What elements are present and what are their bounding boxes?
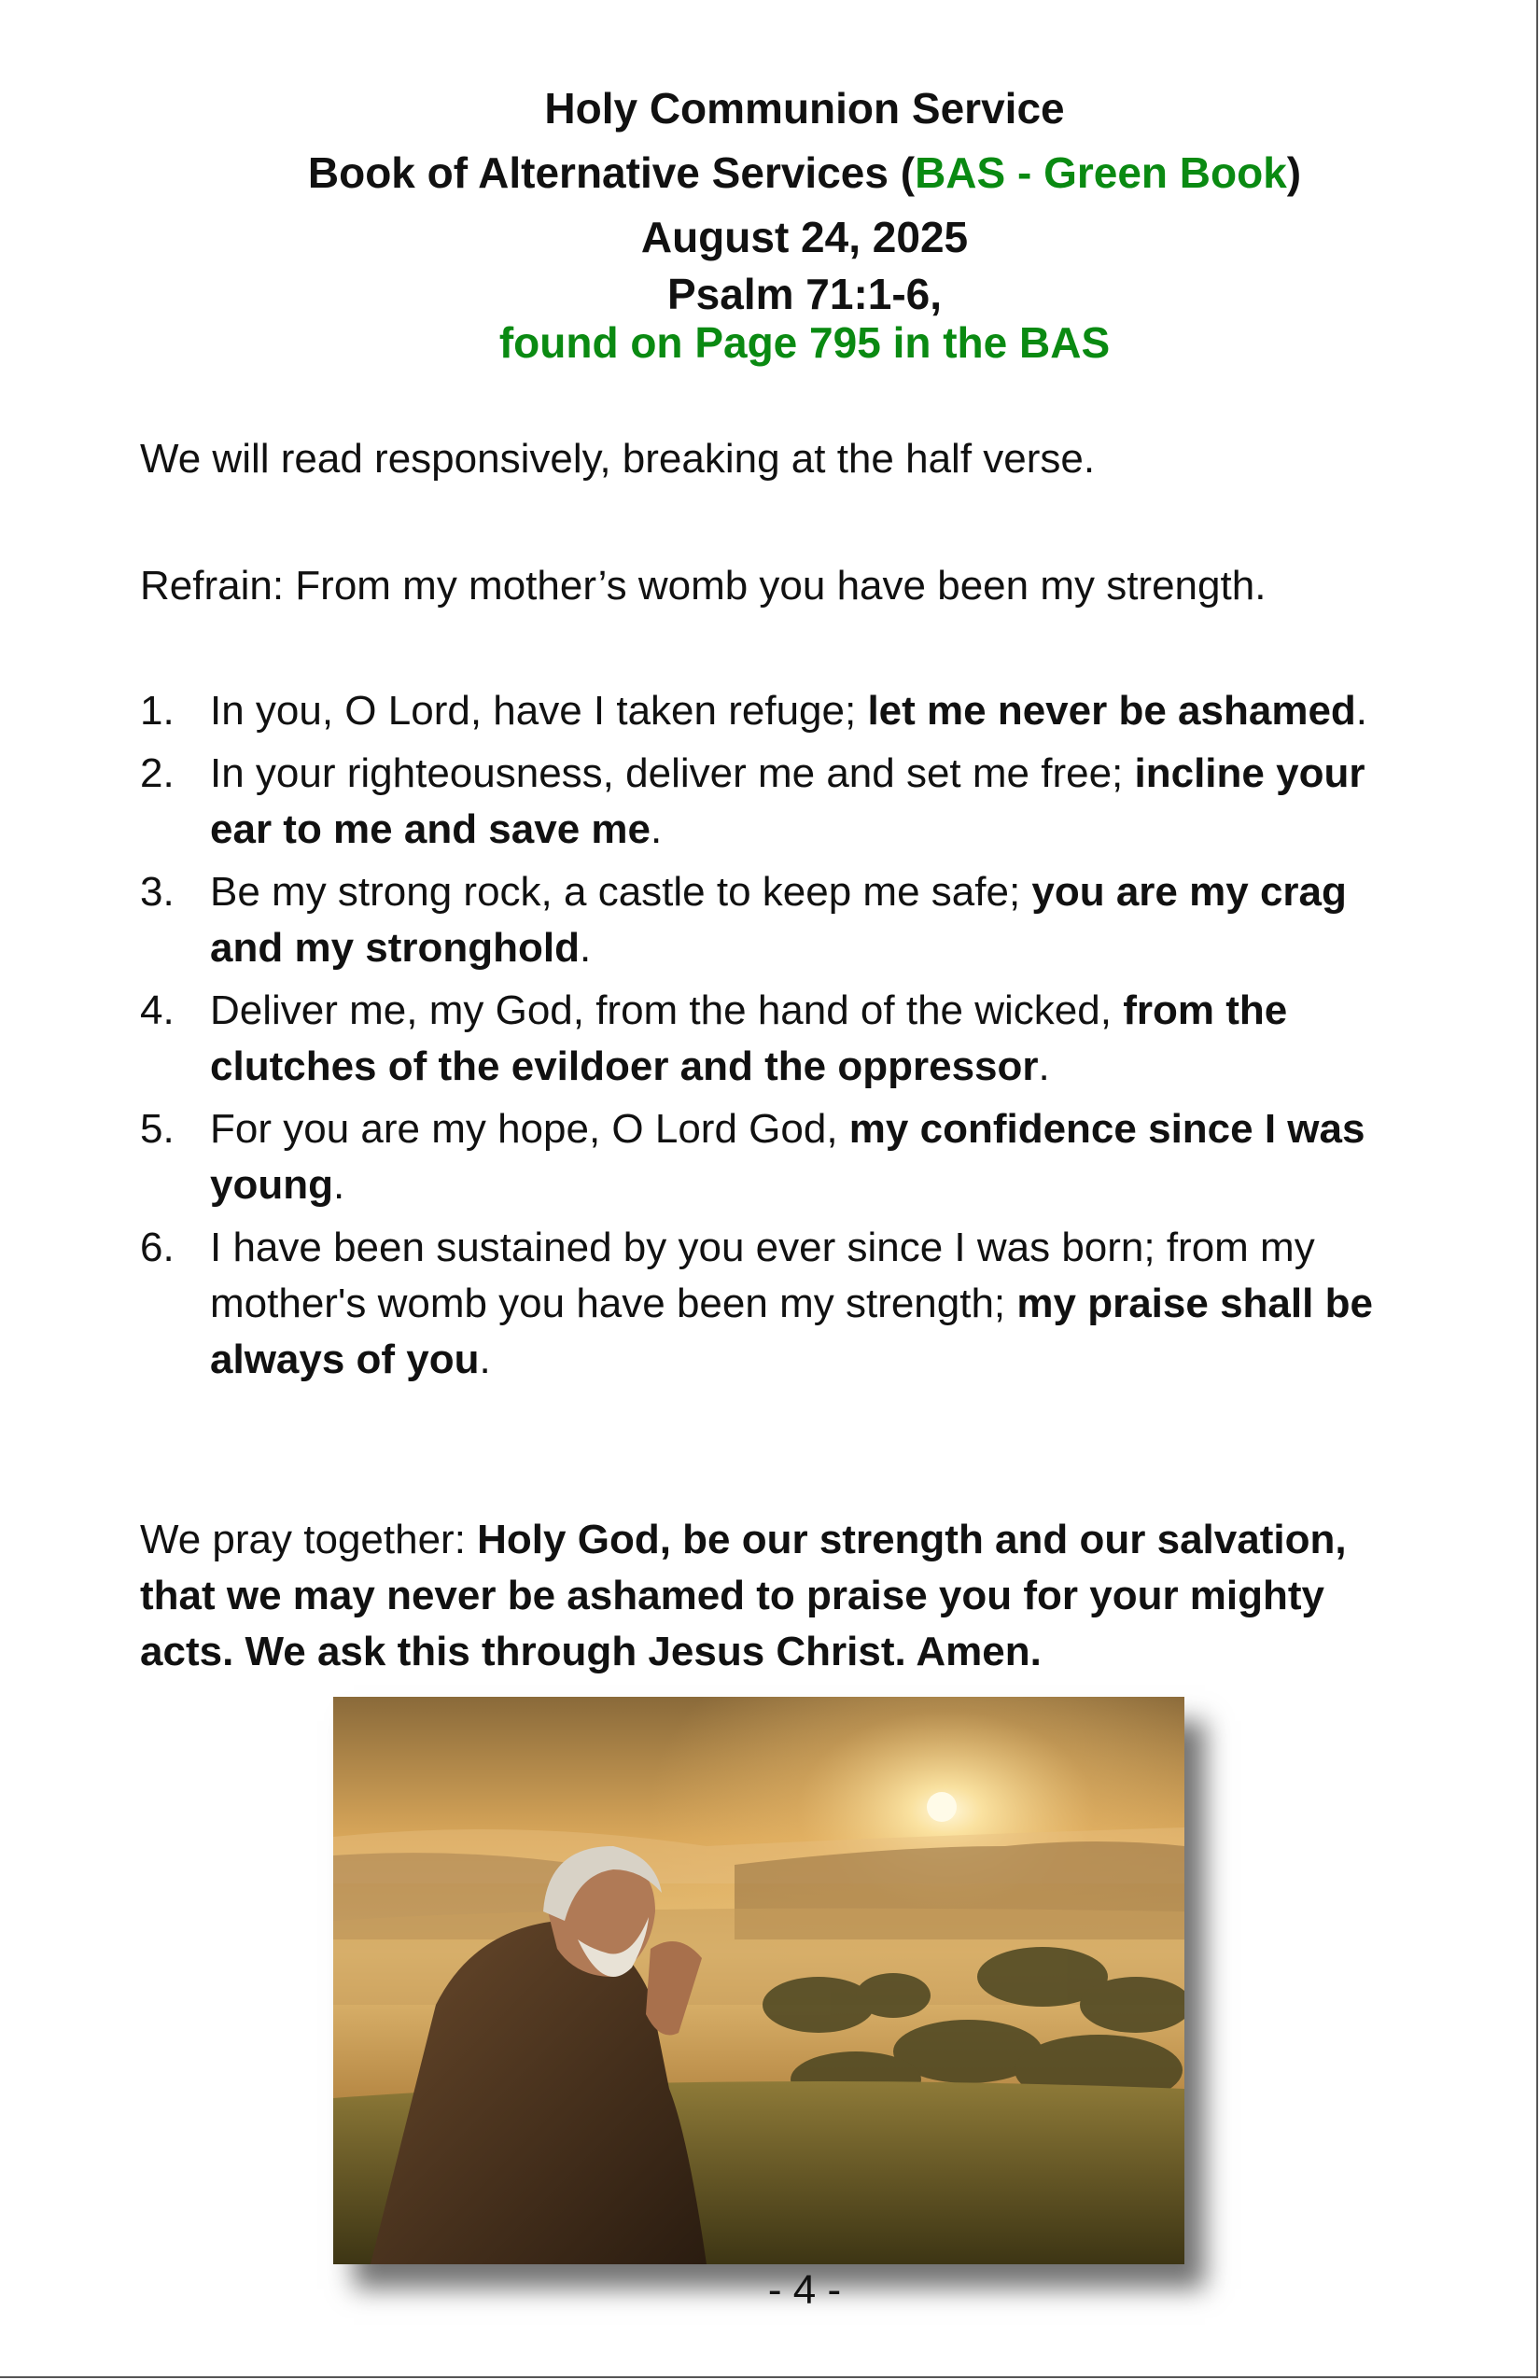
- verse-3: [140, 864, 1381, 976]
- verse-leader-text: Be my strong rock, a castle to keep me safe;: [210, 869, 1032, 915]
- page-header: [0, 77, 1540, 367]
- verse-response-text: my praise shall be always of you: [210, 1281, 1373, 1382]
- verse-number: 4.: [140, 987, 175, 1033]
- psalm-verses: [140, 683, 1381, 1394]
- verse-end: .: [1355, 688, 1368, 734]
- psalm-reference: Psalm 71:1-6,: [666, 270, 943, 318]
- verse-6: [140, 1220, 1381, 1388]
- book-highlight: BAS - Green Book: [915, 148, 1287, 197]
- verse-leader-text: Deliver me, my God, from the hand of the wicked,: [210, 987, 1124, 1033]
- verse-end: .: [332, 1162, 345, 1208]
- closing-prayer: [140, 1512, 1381, 1680]
- verse-2: [140, 746, 1381, 858]
- book-title: [0, 141, 1540, 205]
- verse-leader-text: In you, O Lord, have I taken refuge;: [210, 688, 868, 734]
- verse-end: .: [1038, 1043, 1050, 1089]
- verse-number: 2.: [140, 750, 175, 796]
- reading-instruction: We will read responsively, breaking at the half verse.: [140, 436, 1096, 482]
- verse-1: [140, 683, 1381, 739]
- service-date: August 24, 2025: [640, 213, 969, 261]
- verse-end: .: [651, 806, 663, 852]
- verse-response-text: let me never be ashamed: [867, 688, 1356, 734]
- service-title: Holy Communion Service: [544, 84, 1065, 133]
- refrain: Refrain: From my mother’s womb you have been my strength.: [140, 563, 1267, 609]
- page-number: - 4 -: [767, 2267, 842, 2313]
- verse-response-text: from the clutches of the evildoer and the oppressor: [210, 987, 1288, 1089]
- verse-end: .: [580, 925, 592, 971]
- verse-number: 6.: [140, 1225, 175, 1270]
- verse-response-text: my confidence since I was young: [210, 1106, 1365, 1208]
- verse-response-text: incline your ear to me and save me: [210, 750, 1365, 852]
- book-title-suffix: ): [1286, 148, 1302, 197]
- verse-end: .: [479, 1337, 491, 1382]
- verse-leader-text: For you are my hope, O Lord God,: [210, 1106, 849, 1152]
- page-reference: found on Page 795 in the BAS: [498, 318, 1111, 367]
- verse-number: 5.: [140, 1106, 175, 1152]
- prayer-text: Holy God, be our strength and our salvation, that we may never be ashamed to praise you for your mighty acts. We ask this through Jesus Christ. Amen.: [140, 1517, 1347, 1674]
- verse-leader-text: In your righteousness, deliver me and set me free;: [210, 750, 1135, 796]
- verse-response-text: you are my crag and my stronghold: [210, 869, 1347, 971]
- verse-leader-text: I have been sustained by you ever since I was born; from my mother's womb you have been my strength;: [210, 1225, 1315, 1326]
- prayer-lead: We pray together:: [140, 1517, 478, 1562]
- verse-number: 3.: [140, 869, 175, 915]
- book-title-prefix: Book of Alternative Services (: [307, 148, 916, 197]
- praying-man-photo: [333, 1697, 1184, 2264]
- verse-4: [140, 983, 1381, 1095]
- verse-5: [140, 1101, 1381, 1213]
- verse-number: 1.: [140, 688, 175, 734]
